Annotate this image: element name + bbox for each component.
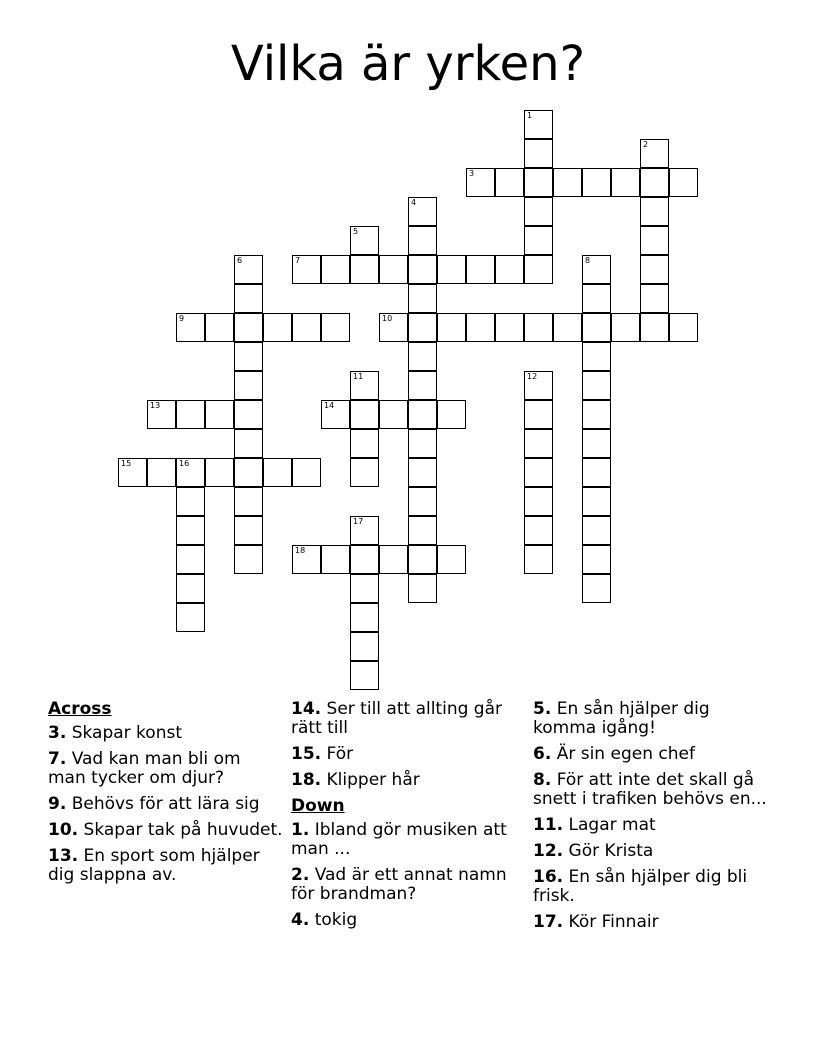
grid-cell[interactable] — [524, 110, 553, 139]
grid-cell[interactable] — [350, 545, 379, 574]
grid-cell[interactable] — [640, 255, 669, 284]
grid-cell[interactable] — [234, 342, 263, 371]
grid-cell[interactable] — [234, 458, 263, 487]
grid-cell[interactable] — [524, 516, 553, 545]
clue-down-1: 1. Ibland gör musiken att man ... — [291, 820, 507, 859]
clue-number: 5 — [353, 227, 359, 236]
grid-cell[interactable] — [350, 429, 379, 458]
grid-cell[interactable] — [350, 400, 379, 429]
clue-down-6: 6. Är sin egen chef — [533, 744, 695, 764]
grid-cell[interactable] — [611, 313, 640, 342]
grid-cell[interactable] — [582, 371, 611, 400]
grid-cell[interactable] — [408, 545, 437, 574]
grid-cell[interactable] — [495, 313, 524, 342]
clue-down-17: 17. Kör Finnair — [533, 912, 659, 932]
clue-down-11: 11. Lagar mat — [533, 815, 656, 835]
clue-across-15: 15. För — [291, 744, 354, 764]
grid-cell[interactable] — [292, 255, 321, 284]
grid-cell[interactable] — [582, 313, 611, 342]
grid-cell[interactable] — [582, 487, 611, 516]
grid-cell[interactable] — [582, 400, 611, 429]
grid-cell[interactable] — [640, 139, 669, 168]
clue-number: 6 — [237, 256, 243, 265]
grid-cell[interactable] — [524, 487, 553, 516]
clue-down-5: 5. En sån hjälper dig komma igång! — [533, 699, 710, 738]
grid-cell[interactable] — [408, 255, 437, 284]
grid-cell[interactable] — [582, 574, 611, 603]
grid-cell[interactable] — [611, 168, 640, 197]
clue-down-4: 4. tokig — [291, 910, 358, 930]
clue-down-8: 8. För att inte det skall gå snett i trafiken behövs en... — [533, 770, 767, 809]
grid-cell[interactable] — [379, 313, 408, 342]
clue-number: 16 — [179, 459, 190, 468]
grid-cell[interactable] — [379, 400, 408, 429]
clue-number: 9 — [179, 314, 185, 323]
grid-cell[interactable] — [176, 487, 205, 516]
grid-cell[interactable] — [379, 255, 408, 284]
clue-number: 4 — [411, 198, 417, 207]
grid-cell[interactable] — [582, 429, 611, 458]
grid-cell[interactable] — [640, 197, 669, 226]
grid-cell[interactable] — [640, 168, 669, 197]
grid-cell[interactable] — [176, 400, 205, 429]
clue-number: 2 — [643, 140, 649, 149]
grid-cell[interactable] — [524, 371, 553, 400]
clue-number: 17 — [353, 517, 364, 526]
grid-cell[interactable] — [350, 603, 379, 632]
grid-cell[interactable] — [147, 400, 176, 429]
grid-cell[interactable] — [437, 545, 466, 574]
grid-cell[interactable] — [234, 313, 263, 342]
grid-cell[interactable] — [524, 458, 553, 487]
grid-cell[interactable] — [408, 487, 437, 516]
grid-cell[interactable] — [553, 168, 582, 197]
clue-across-10: 10. Skapar tak på huvudet. — [48, 820, 283, 840]
clue-number: 15 — [121, 459, 132, 468]
clue-across-9: 9. Behövs för att lära sig — [48, 794, 260, 814]
grid-cell[interactable] — [524, 197, 553, 226]
down-heading: Down — [291, 796, 345, 816]
grid-cell[interactable] — [640, 226, 669, 255]
grid-cell[interactable] — [524, 226, 553, 255]
clue-number: 14 — [324, 401, 335, 410]
across-heading: Across — [48, 699, 112, 719]
grid-cell[interactable] — [205, 313, 234, 342]
grid-cell[interactable] — [408, 342, 437, 371]
grid-cell[interactable] — [350, 226, 379, 255]
grid-cell[interactable] — [582, 516, 611, 545]
grid-cell[interactable] — [582, 342, 611, 371]
grid-cell[interactable] — [524, 139, 553, 168]
clue-across-7: 7. Vad kan man bli om man tycker om djur? — [48, 749, 241, 788]
clue-number: 13 — [150, 401, 161, 410]
grid-cell[interactable] — [350, 255, 379, 284]
grid-cell[interactable] — [466, 168, 495, 197]
grid-cell[interactable] — [176, 458, 205, 487]
grid-cell[interactable] — [321, 255, 350, 284]
clue-number: 11 — [353, 372, 364, 381]
grid-cell[interactable] — [524, 429, 553, 458]
grid-cell[interactable] — [350, 632, 379, 661]
grid-cell[interactable] — [524, 400, 553, 429]
puzzle-title: Vilka är yrken? — [230, 36, 586, 92]
grid-cell[interactable] — [582, 545, 611, 574]
clue-number: 10 — [382, 314, 393, 323]
grid-cell[interactable] — [408, 429, 437, 458]
grid-cell[interactable] — [524, 255, 553, 284]
grid-cell[interactable] — [350, 458, 379, 487]
grid-cell[interactable] — [524, 168, 553, 197]
grid-cell[interactable] — [408, 197, 437, 226]
grid-cell[interactable] — [118, 458, 147, 487]
grid-cell[interactable] — [466, 255, 495, 284]
grid-cell[interactable] — [234, 429, 263, 458]
grid-cell[interactable] — [408, 400, 437, 429]
grid-cell[interactable] — [350, 371, 379, 400]
grid-cell[interactable] — [176, 574, 205, 603]
grid-cell[interactable] — [292, 458, 321, 487]
grid-cell[interactable] — [234, 400, 263, 429]
clue-across-14: 14. Ser till att allting går rätt till — [291, 699, 502, 738]
grid-cell[interactable] — [408, 284, 437, 313]
grid-cell[interactable] — [495, 168, 524, 197]
grid-cell[interactable] — [176, 516, 205, 545]
clue-number: 1 — [527, 111, 533, 120]
clue-down-12: 12. Gör Krista — [533, 841, 654, 861]
grid-cell[interactable] — [234, 371, 263, 400]
grid-cell[interactable] — [292, 313, 321, 342]
grid-cell[interactable] — [350, 661, 379, 690]
grid-cell[interactable] — [205, 458, 234, 487]
clues-column-3 — [533, 700, 768, 939]
grid-cell[interactable] — [408, 458, 437, 487]
clue-number: 12 — [527, 372, 538, 381]
grid-cell[interactable] — [234, 487, 263, 516]
grid-cell[interactable] — [263, 313, 292, 342]
grid-cell[interactable] — [408, 574, 437, 603]
grid-cell[interactable] — [582, 255, 611, 284]
grid-cell[interactable] — [582, 458, 611, 487]
grid-cell[interactable] — [553, 313, 582, 342]
grid-cell[interactable] — [321, 313, 350, 342]
grid-cell[interactable] — [176, 603, 205, 632]
clue-number: 7 — [295, 256, 301, 265]
grid-cell[interactable] — [495, 255, 524, 284]
clue-down-16: 16. En sån hjälper dig bli frisk. — [533, 867, 748, 906]
grid-cell[interactable] — [408, 313, 437, 342]
clue-number: 3 — [469, 169, 475, 178]
grid-cell[interactable] — [292, 545, 321, 574]
grid-cell[interactable] — [350, 574, 379, 603]
grid-cell[interactable] — [408, 516, 437, 545]
grid-cell[interactable] — [263, 458, 292, 487]
clues-column-1 — [48, 700, 283, 892]
grid-cell[interactable] — [640, 284, 669, 313]
grid-cell[interactable] — [408, 226, 437, 255]
grid-cell[interactable] — [640, 313, 669, 342]
clue-down-2: 2. Vad är ett annat namn för brandman? — [291, 865, 507, 904]
grid-cell[interactable] — [437, 313, 466, 342]
grid-cell[interactable] — [669, 313, 698, 342]
clue-number: 18 — [295, 546, 306, 555]
grid-cell[interactable] — [234, 516, 263, 545]
clue-across-13: 13. En sport som hjälper dig slappna av. — [48, 846, 260, 885]
grid-cell[interactable] — [524, 313, 553, 342]
grid-cell[interactable] — [205, 400, 234, 429]
grid-cell[interactable] — [234, 545, 263, 574]
grid-cell[interactable] — [437, 400, 466, 429]
grid-cell[interactable] — [234, 284, 263, 313]
grid-cell[interactable] — [437, 255, 466, 284]
grid-cell[interactable] — [524, 545, 553, 574]
clue-number: 8 — [585, 256, 591, 265]
clue-across-3: 3. Skapar konst — [48, 723, 182, 743]
grid-cell[interactable] — [466, 313, 495, 342]
grid-cell[interactable] — [669, 168, 698, 197]
grid-cell[interactable] — [147, 458, 176, 487]
grid-cell[interactable] — [582, 168, 611, 197]
grid-cell[interactable] — [408, 371, 437, 400]
grid-cell[interactable] — [321, 545, 350, 574]
grid-cell[interactable] — [582, 284, 611, 313]
grid-cell[interactable] — [350, 516, 379, 545]
clues-column-2 — [291, 700, 526, 937]
grid-cell[interactable] — [379, 545, 408, 574]
grid-cell[interactable] — [176, 313, 205, 342]
grid-cell[interactable] — [321, 400, 350, 429]
grid-cell[interactable] — [176, 545, 205, 574]
clue-across-18: 18. Klipper hår — [291, 770, 420, 790]
grid-cell[interactable] — [234, 255, 263, 284]
